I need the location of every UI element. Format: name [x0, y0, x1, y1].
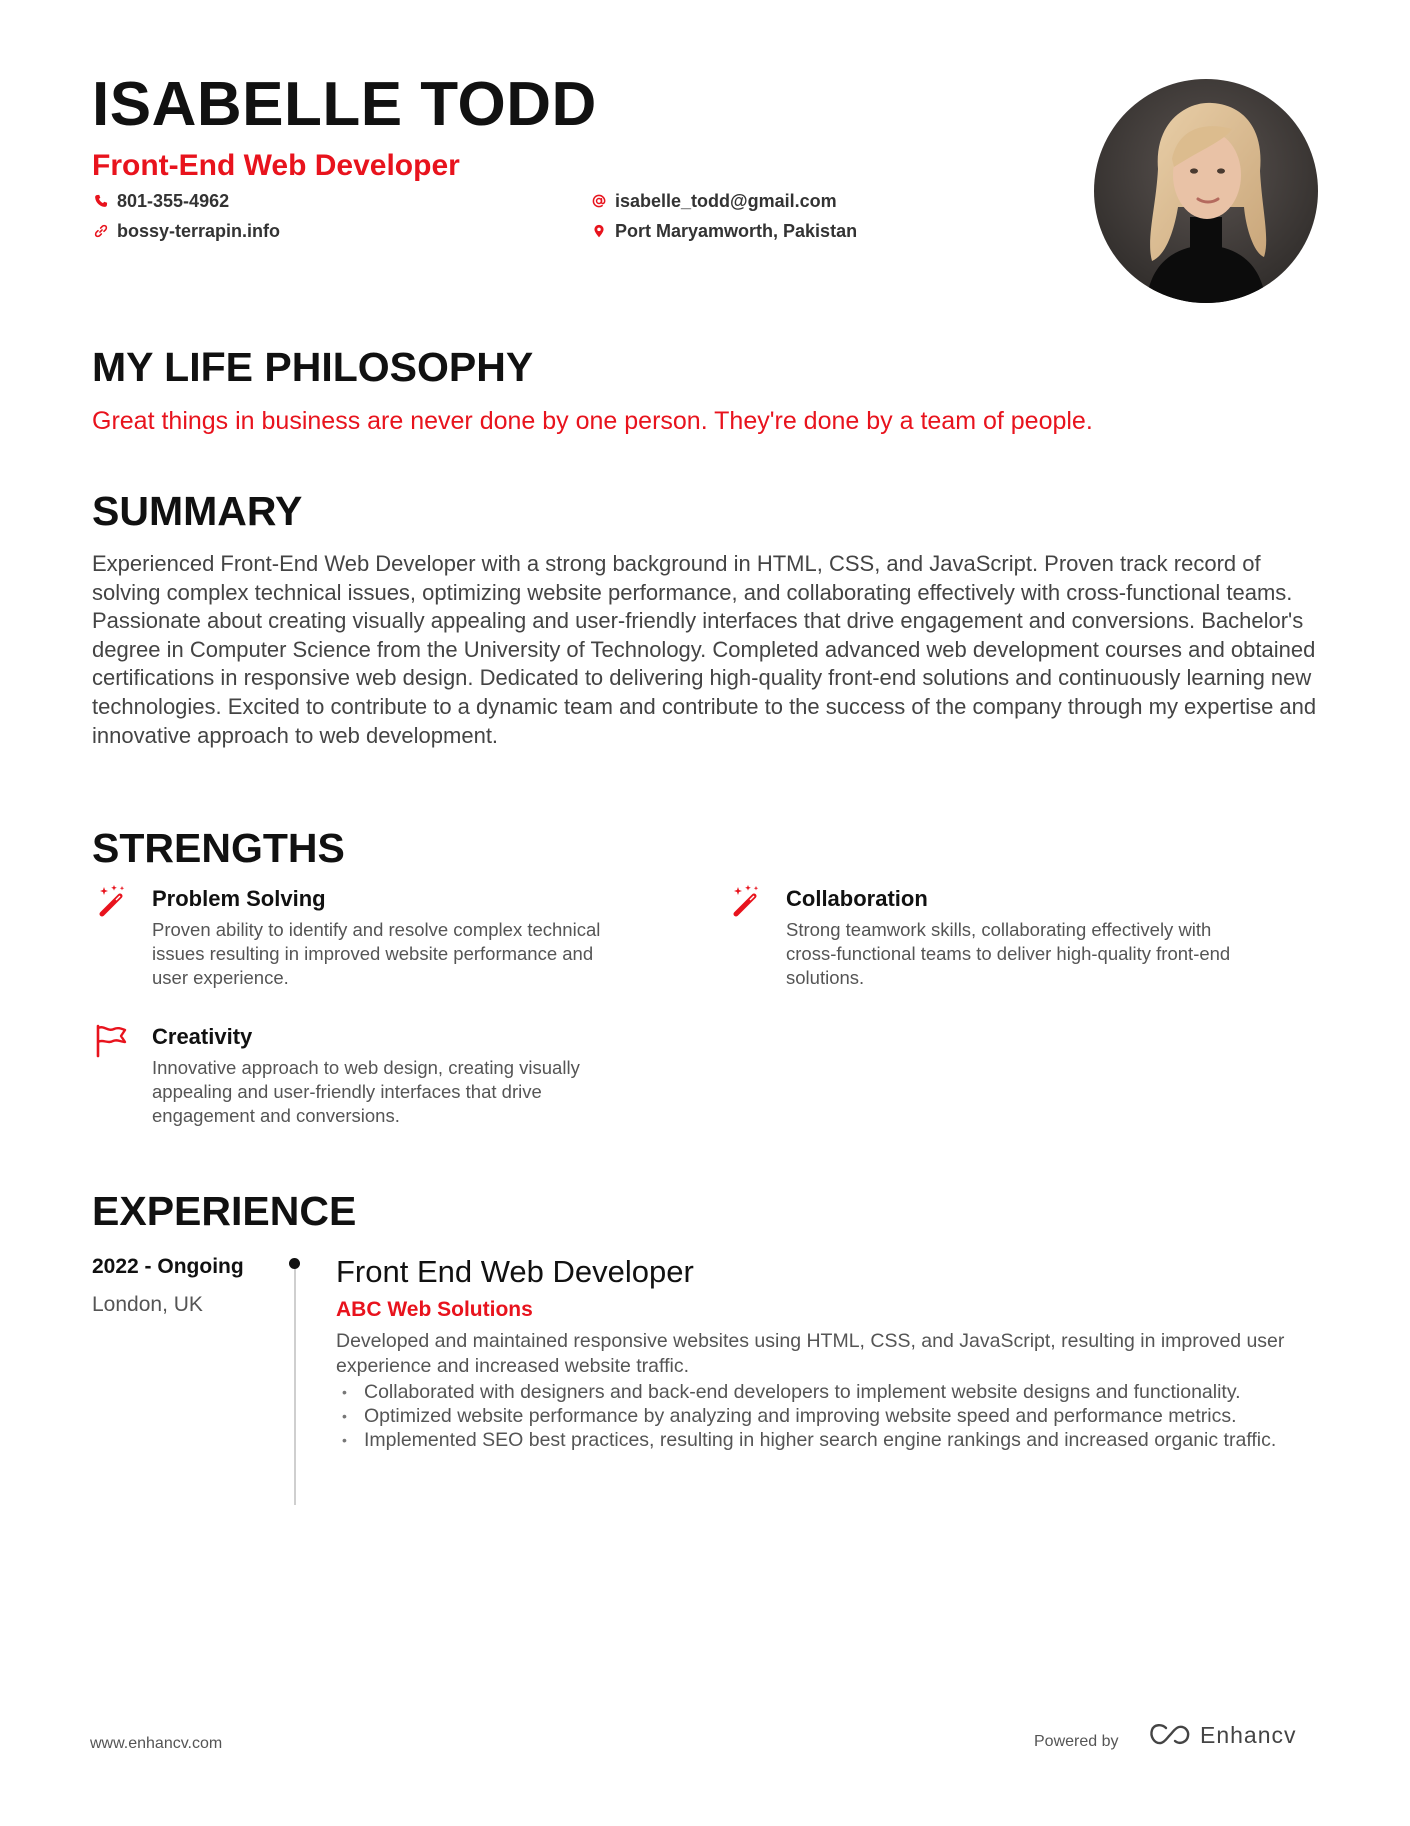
philosophy-quote: Great things in business are never done by one person. They're done by a team of people. — [92, 407, 1093, 435]
email-link[interactable]: isabelle_todd@gmail.com — [615, 191, 837, 211]
location-text: Port Maryamworth, Pakistan — [615, 221, 858, 241]
candidate-role: Front-End Web Developer — [92, 149, 460, 182]
strength-title: Problem Solving — [152, 886, 326, 911]
website-link[interactable]: bossy-terrapin.info — [117, 221, 281, 241]
strength-description: Strong teamwork skills, collaborating effectively with cross-functional teams to deliver high-quality front-end solutions. — [786, 919, 1231, 988]
strength-title: Collaboration — [786, 886, 928, 911]
list-item: • Collaborated with designers and back-end developers to implement website designs and functionality. — [336, 1380, 1326, 1404]
contact-website[interactable] — [94, 222, 280, 240]
list-item: • Implemented SEO best practices, resulting in higher search engine rankings and increased organic traffic. — [336, 1428, 1326, 1452]
location-pin-icon — [592, 223, 606, 239]
profile-photo — [1094, 79, 1318, 303]
enhancv-logo-icon — [1148, 1722, 1192, 1748]
timeline-dot — [289, 1258, 300, 1269]
summary-text: Experienced Front-End Web Developer with a strong background in HTML, CSS, and JavaScript. Proven track record of solving complex technical issues, optimizing website performance, and collaborating effectively with cross-functional teams. Passionate about creating visually appealing and user-friendly interfaces that drive engagement and conversions. Bachelor's degree in Computer Science from the University of Technology. Completed advanced web development courses and obtained certifications in responsive web design. Dedicated to delivering high-quality front-end solutions and continuously learning new technologies. Excited to contribute to a dynamic team and contribute to the success of the company through my expertise and innovative approach to web development. — [92, 551, 1317, 748]
summary-heading: SUMMARY — [92, 488, 303, 534]
strength-title: Creativity — [152, 1024, 253, 1049]
job-bullets — [336, 1380, 1326, 1452]
powered-by-label: Powered by — [1034, 1733, 1119, 1750]
flag-icon — [94, 1022, 130, 1058]
philosophy-heading: MY LIFE PHILOSOPHY — [92, 344, 534, 390]
list-item: • Optimized website performance by analyzing and improving website speed and performance metrics. — [336, 1404, 1326, 1428]
candidate-name: ISABELLE TODD — [92, 70, 597, 139]
avatar — [1094, 79, 1318, 303]
strength-description: Innovative approach to web design, creating visually appealing and user-friendly interfaces that drive engagement and conversions. — [152, 1057, 580, 1126]
job-description: Developed and maintained responsive websites using HTML, CSS, and JavaScript, resulting in improved user experience and increased website traffic. — [336, 1330, 1285, 1377]
job-title: Front End Web Developer — [336, 1254, 694, 1289]
phone-icon — [94, 193, 108, 209]
experience-heading: EXPERIENCE — [92, 1188, 357, 1234]
experience-location: London, UK — [92, 1293, 203, 1316]
contact-location — [592, 222, 857, 240]
strength-description: Proven ability to identify and resolve complex technical issues resulting in improved website performance and user experience. — [152, 919, 601, 988]
brand-name: Enhancv — [1200, 1721, 1297, 1748]
footer-url[interactable]: www.enhancv.com — [90, 1735, 223, 1752]
company-name: ABC Web Solutions — [336, 1298, 533, 1321]
brand-logo[interactable] — [1148, 1722, 1297, 1748]
experience-dates: 2022 - Ongoing — [92, 1255, 244, 1278]
link-icon — [94, 223, 108, 239]
at-sign-icon — [592, 193, 606, 209]
phone-text: 801-355-4962 — [117, 191, 230, 211]
magic-wand-icon — [728, 884, 764, 920]
strengths-heading: STRENGTHS — [92, 825, 345, 871]
contact-email[interactable] — [592, 192, 837, 210]
contact-phone — [94, 192, 229, 210]
timeline-line — [294, 1263, 296, 1505]
magic-wand-icon — [94, 884, 130, 920]
